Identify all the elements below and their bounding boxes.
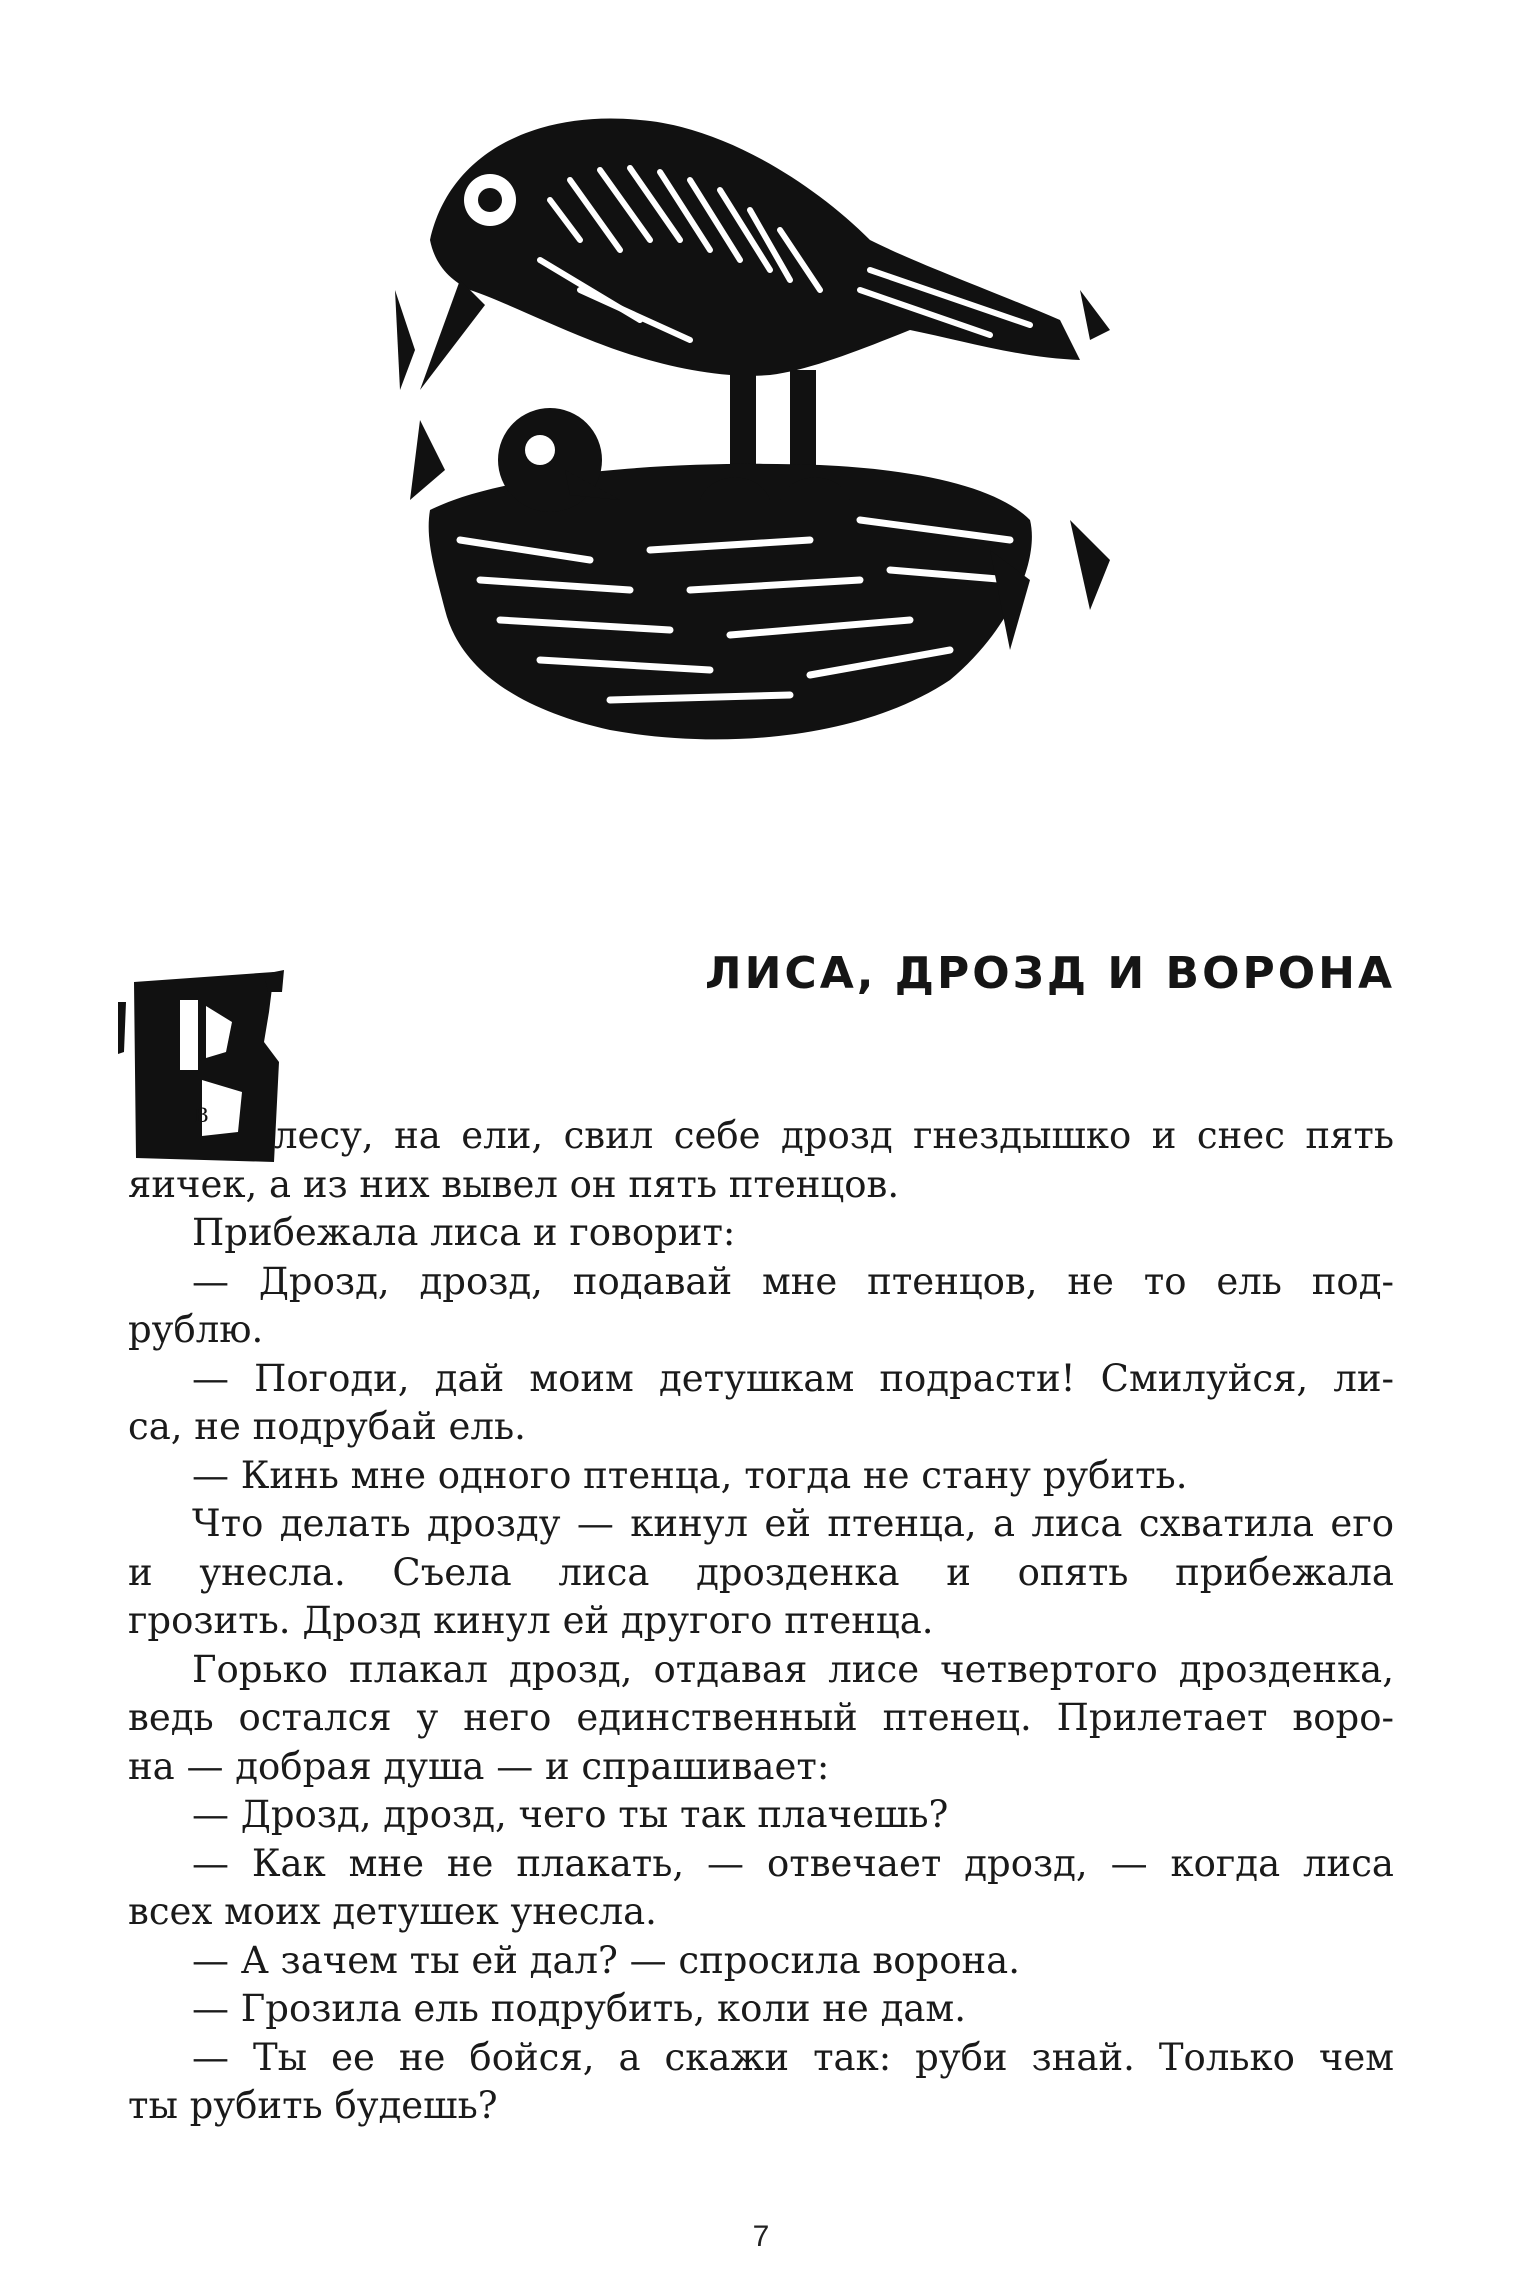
text-line: и унесла. Съела лиса дрозденка и опять прибежала <box>128 1550 1394 1594</box>
text-line: са, не подрубай ель. <box>128 1405 526 1448</box>
page-number: 7 <box>752 2220 770 2253</box>
text-line: лесу, на ели, свил себе дрозд гнездышко и снес пять <box>274 1114 1394 1157</box>
text-line: ты рубить будешь? <box>128 2084 498 2127</box>
text-line: на — добрая душа — и спрашивает: <box>128 1744 830 1788</box>
thrush-nest-illustration <box>390 90 1130 790</box>
text-line: — Грозила ель подрубить, коли не дам. <box>192 1987 966 2030</box>
text-line: Прибежала лиса и говорит: <box>192 1211 736 1254</box>
story-title: ЛИСА, ДРОЗД И ВОРОНА <box>705 948 1395 999</box>
text-line: ведь остался у него единственный птенец. Прилетает воро- <box>128 1696 1394 1739</box>
text-line: грозить. Дрозд кинул ей другого птенца. <box>128 1599 934 1642</box>
text-line: — Кинь мне одного птенца, тогда не стану рубить. <box>192 1453 1188 1497</box>
svg-text:В: В <box>194 1103 209 1127</box>
text-line: яичек, а из них вывел он пять птенцов. <box>128 1162 900 1206</box>
text-line: — Дрозд, дрозд, чего ты так плачешь? <box>192 1793 949 1836</box>
text-line: всех моих детушек унесла. <box>128 1890 657 1933</box>
text-line: — Ты ее не бойся, а скажи так: руби знай. Только чем <box>192 2035 1394 2079</box>
text-line: — Погоди, дай моим детушкам подрасти! Смилуйся, ли- <box>192 1356 1394 1400</box>
text-line: рублю. <box>128 1308 264 1351</box>
text-line: Что делать дрозду — кинул ей птенца, а лиса схватила его <box>192 1502 1394 1545</box>
text-line: Горько плакал дрозд, отдавая лисе четвертого дрозденка, <box>192 1647 1394 1691</box>
text-line: — Как мне не плакать, — отвечает дрозд, — когда лиса <box>192 1841 1394 1885</box>
text-line: — А зачем ты ей дал? — спросила ворона. <box>192 1938 1020 1982</box>
text-line: — Дрозд, дрозд, подавай мне птенцов, не то ель под- <box>192 1259 1394 1303</box>
story-text <box>128 1112 1394 2131</box>
